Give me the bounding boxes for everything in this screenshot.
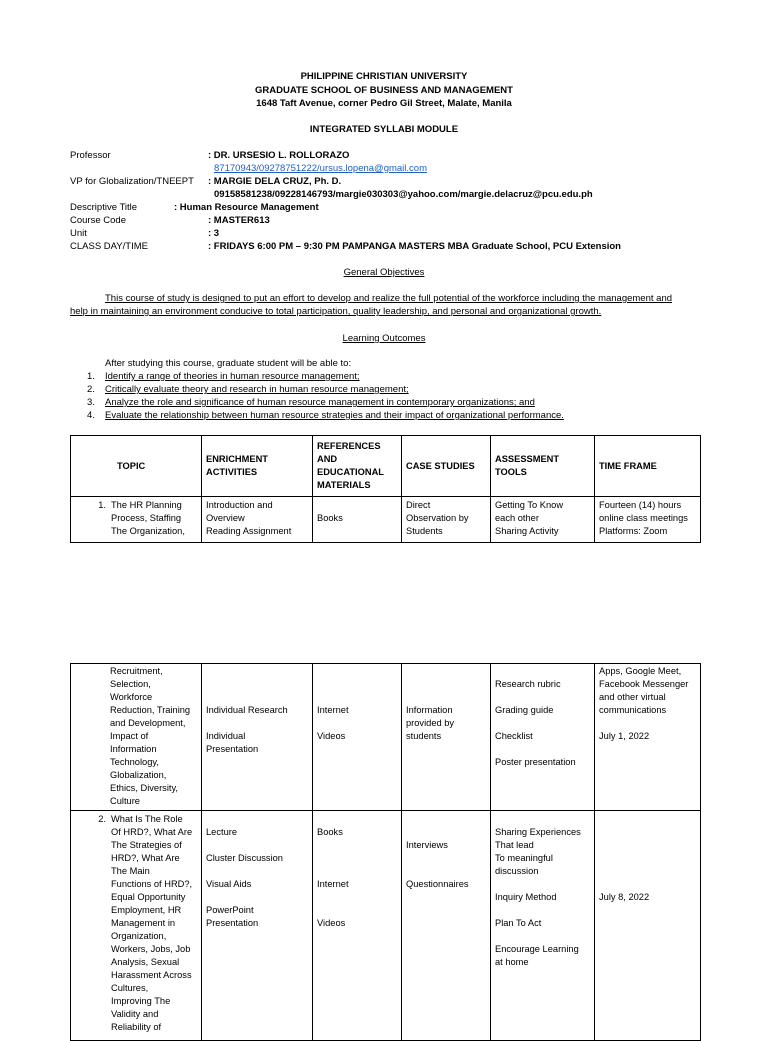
outcome-item: Analyze the role and significance of human resource management in contemporary organizations; and <box>105 397 535 408</box>
enrichment-text: PowerPoint Presentation <box>206 905 259 928</box>
assessment-text: Poster presentation <box>495 757 576 767</box>
class-time-label: CLASS DAY/TIME <box>70 241 148 252</box>
enrichment-text: Cluster Discussion <box>206 853 283 863</box>
table-row <box>71 811 701 1041</box>
table-header-row <box>71 436 701 497</box>
outcome-number: 4. <box>87 410 95 421</box>
header-time-frame: TIME FRAME <box>595 436 701 497</box>
outcomes-intro: After studying this course, graduate student will be able to: <box>105 358 352 369</box>
address: 1648 Taft Avenue, corner Pedro Gil Street, Malate, Manila <box>256 98 512 109</box>
header-topic: TOPIC <box>71 436 202 497</box>
outcome-number: 1. <box>87 371 95 382</box>
outcome-item: Identify a range of theories in human resource management; <box>105 371 360 382</box>
case-text: Interviews <box>406 840 448 850</box>
assessment-text: Checklist <box>495 731 533 741</box>
header-references: REFERENCES AND EDUCATIONAL MATERIALS <box>313 436 402 497</box>
topic-cell <box>71 497 202 543</box>
time-frame-date: July 1, 2022 <box>599 731 650 741</box>
class-time-value: : FRIDAYS 6:00 PM – 9:30 PM PAMPANGA MASTERS MBA Graduate School, PCU Extension <box>208 241 621 252</box>
references-text: Videos <box>317 731 346 741</box>
enrichment-text: Introduction and Overview Reading Assignment <box>206 500 292 536</box>
assessment-text: Encourage Learning at home <box>495 944 579 967</box>
code-value: : MASTER613 <box>208 215 270 226</box>
title-value: : Human Resource Management <box>174 202 319 213</box>
header-assessment: ASSESSMENT TOOLS <box>491 436 595 497</box>
case-text: Information provided by students <box>406 705 455 741</box>
assessment-text: Getting To Know each other Sharing Activity <box>495 500 564 536</box>
topic-cell <box>71 811 202 1041</box>
topic-text: Recruitment, Selection, Workforce Reduction, Training and Development, Impact of Information Technology, Globalization, Ethics, Diversity, Culture <box>110 666 191 806</box>
table-row <box>71 497 701 543</box>
syllabus-table-continued <box>70 663 701 1041</box>
references-text: Books <box>317 513 343 523</box>
assessment-text: Research rubric <box>495 679 561 689</box>
enrichment-text: Lecture <box>206 827 238 837</box>
references-text: Videos <box>317 918 346 928</box>
outcome-item: Critically evaluate theory and research in human resource management; <box>105 384 409 395</box>
enrichment-text: Visual Aids <box>206 879 252 889</box>
title-label: Descriptive Title <box>70 202 138 213</box>
school-name: GRADUATE SCHOOL OF BUSINESS AND MANAGEMENT <box>255 85 513 96</box>
unit-label: Unit <box>70 228 87 239</box>
time-frame-text: Apps, Google Meet, Facebook Messenger and other virtual communications <box>599 666 689 715</box>
assessment-text: Inquiry Method <box>495 892 557 902</box>
case-text: Questionnaires <box>406 879 469 889</box>
topic-text: The HR Planning Process, Staffing The Organization, <box>111 500 185 536</box>
references-text: Books <box>317 827 343 837</box>
time-frame-text: Fourteen (14) hours online class meetings Platforms: Zoom <box>599 500 688 536</box>
university-name: PHILIPPINE CHRISTIAN UNIVERSITY <box>300 71 468 82</box>
objectives-heading: General Objectives <box>343 267 425 278</box>
header-enrichment: ENRICHMENT ACTIVITIES <box>202 436 313 497</box>
row-number: 2. <box>98 814 106 824</box>
outcome-number: 2. <box>87 384 95 395</box>
vp-value: : MARGIE DELA CRUZ, Ph. D. <box>208 176 342 187</box>
topic-text: What Is The Role Of HRD?, What Are The Strategies of HRD?, What Are The Main Functions of HRD?, Equal Opportunity Employment, HR Management in Organization, Workers, Jobs, Job Analysis, Sexual Harassment Across Cultures, Improving The Validity and Reliability of <box>111 814 193 1032</box>
time-frame-date: July 8, 2022 <box>599 892 650 902</box>
syllabus-table-top <box>70 435 701 543</box>
objectives-line-1: This course of study is designed to put an effort to develop and realize the full potential of the workforce including the management and <box>105 293 673 304</box>
unit-value: : 3 <box>208 228 220 239</box>
objectives-line-2: help in maintaining an environment conducive to total participation, quality leadership, and personal and organizational growth. <box>70 306 602 317</box>
professor-contact-link[interactable]: 87170943/09278751222/ursus.lopena@gmail.com <box>214 163 427 174</box>
assessment-text: Plan To Act <box>495 918 542 928</box>
code-label: Course Code <box>70 215 126 226</box>
vp-label: VP for Globalization/TNEEPT <box>70 176 194 187</box>
table-row <box>71 664 701 811</box>
vp-contact: 09158581238/09228146793/margie030303@yahoo.com/margie.delacruz@pcu.edu.ph <box>214 189 593 200</box>
enrichment-text: Individual Presentation <box>206 731 259 754</box>
references-text: Internet <box>317 879 349 889</box>
assessment-text: Sharing Experiences That lead To meaningful discussion <box>495 827 581 876</box>
outcomes-heading: Learning Outcomes <box>342 333 426 344</box>
assessment-text: Grading guide <box>495 705 554 715</box>
professor-label: Professor <box>70 150 111 161</box>
outcome-number: 3. <box>87 397 95 408</box>
outcome-item: Evaluate the relationship between human resource strategies and their impact of organizational performance. <box>105 410 564 421</box>
row-number: 1. <box>98 500 106 510</box>
header-case-studies: CASE STUDIES <box>402 436 491 497</box>
enrichment-text: Individual Research <box>206 705 288 715</box>
case-text: Direct Observation by Students <box>406 500 469 536</box>
module-title: INTEGRATED SYLLABI MODULE <box>309 124 459 135</box>
references-text: Internet <box>317 705 349 715</box>
professor-value: : DR. URSESIO L. ROLLORAZO <box>208 150 350 161</box>
